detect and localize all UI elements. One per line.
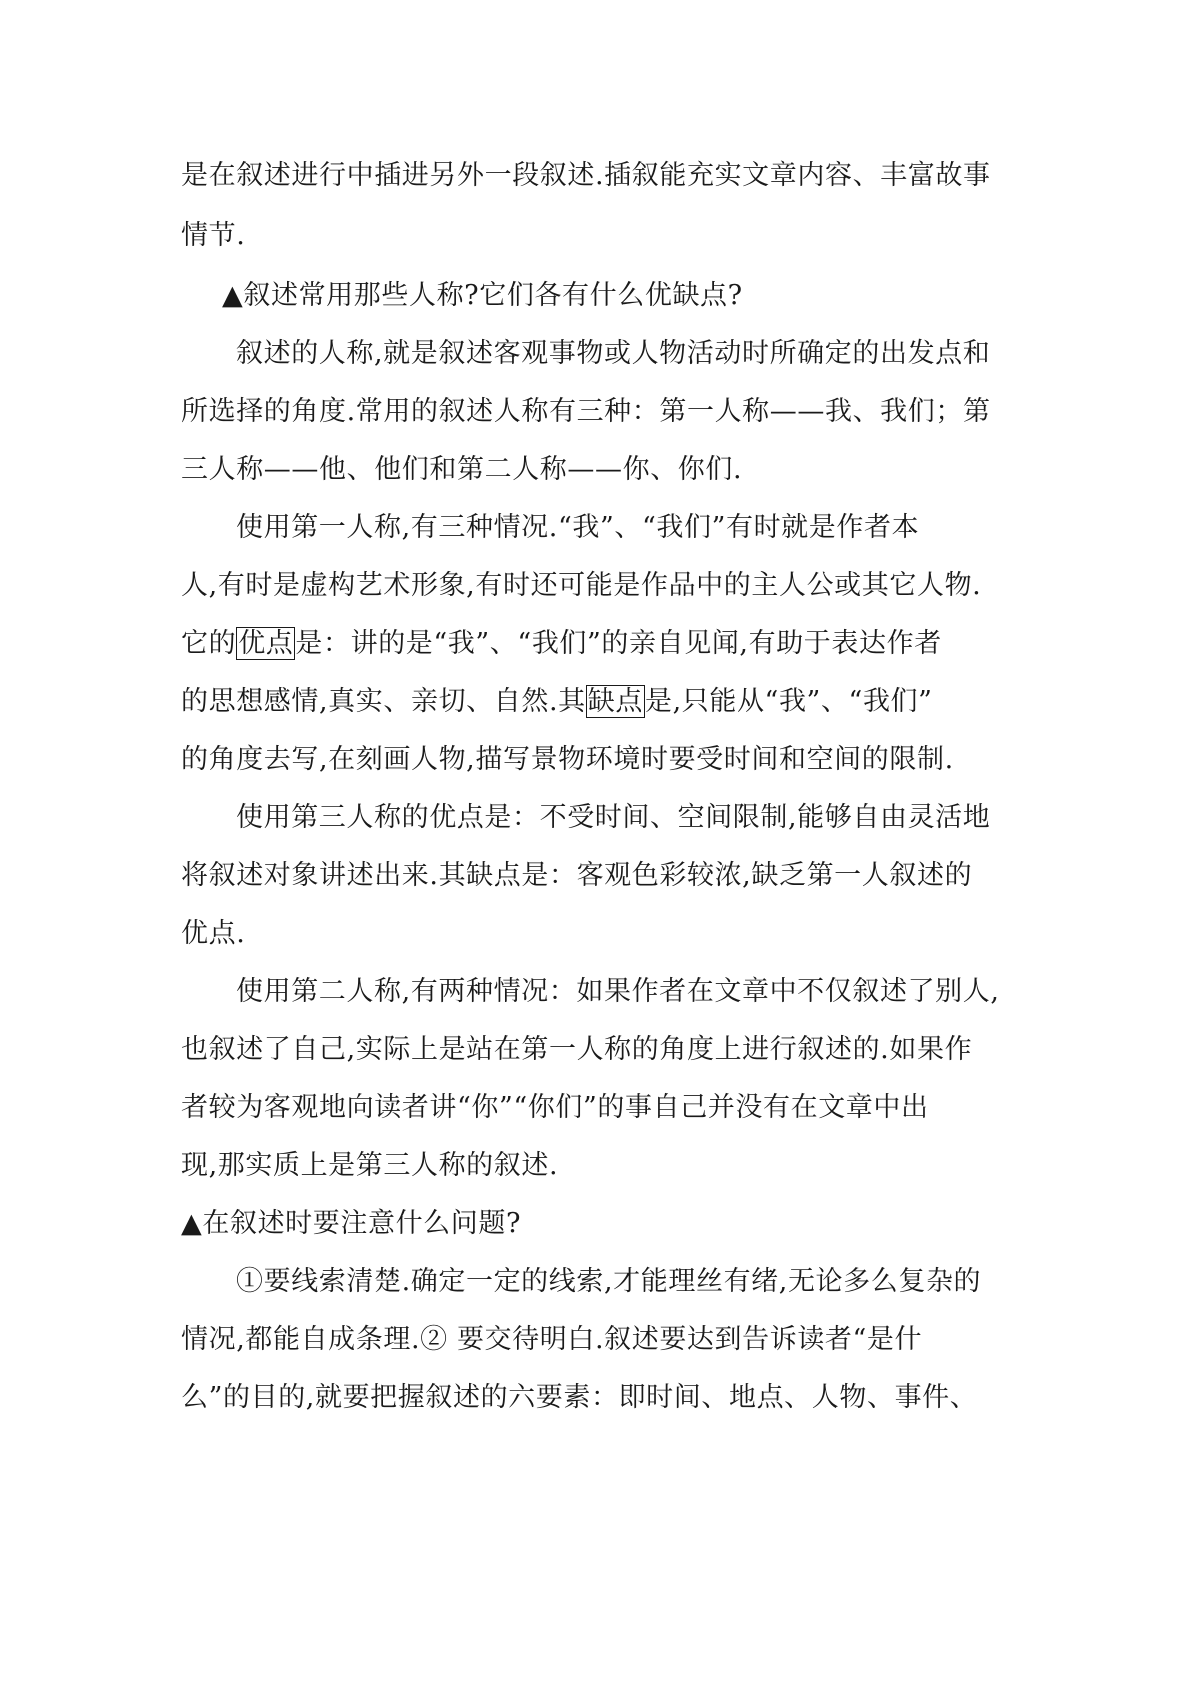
text-line-17: 者较为客观地向读者讲“你”“你们”的事自己并没有在文章中出 xyxy=(181,1092,929,1123)
section-heading-person: ▲叙述常用那些人称?它们各有什么优缺点? xyxy=(222,280,743,311)
text-line-2: 情节. xyxy=(181,220,246,251)
text-line-9-after: 是：讲的是“我”、“我们”的亲自见闻,有助于表达作者 xyxy=(295,628,942,659)
boxed-word-disadvantage: 缺点 xyxy=(587,686,643,717)
text-line-21: 情况,都能自成条理.② 要交待明白.叙述要达到告诉读者“是什 xyxy=(181,1324,923,1355)
text-line-22: 么”的目的,就要把握叙述的六要素：即时间、地点、人物、事件、 xyxy=(181,1382,978,1413)
text-line-12: 使用第三人称的优点是：不受时间、空间限制,能够自由灵活地 xyxy=(236,802,991,833)
text-line-15: 使用第二人称,有两种情况：如果作者在文章中不仅叙述了别人, xyxy=(236,976,1000,1007)
text-line-4: 叙述的人称,就是叙述客观事物或人物活动时所确定的出发点和 xyxy=(236,338,991,369)
text-line-14: 优点. xyxy=(181,918,246,949)
text-line-8: 人,有时是虚构艺术形象,有时还可能是作品中的主人公或其它人物. xyxy=(181,570,982,601)
boxed-word-advantage: 优点 xyxy=(238,628,294,659)
section-heading-notes: ▲在叙述时要注意什么问题? xyxy=(181,1208,522,1239)
text-line-18: 现,那实质上是第三人称的叙述. xyxy=(181,1150,559,1181)
text-line-10-before: 的思想感情,真实、亲切、自然.其 xyxy=(181,686,586,717)
text-line-7: 使用第一人称,有三种情况.“我”、“我们”有时就是作者本 xyxy=(236,512,920,543)
text-line-10 xyxy=(181,684,933,720)
text-line-16: 也叙述了自己,实际上是站在第一人称的角度上进行叙述的.如果作 xyxy=(181,1034,973,1065)
text-line-13: 将叙述对象讲述出来.其缺点是：客观色彩较浓,缺乏第一人叙述的 xyxy=(181,860,973,891)
text-line-20: ①要线索清楚.确定一定的线索,才能理丝有绪,无论多么复杂的 xyxy=(236,1266,982,1297)
text-line-10-after: 是,只能从“我”、“我们” xyxy=(644,686,933,717)
text-line-9 xyxy=(181,626,942,662)
text-line-6: 三人称——他、他们和第二人称——你、你们. xyxy=(181,454,743,485)
text-line-1: 是在叙述进行中插进另外一段叙述.插叙能充实文章内容、丰富故事 xyxy=(181,160,991,191)
text-line-5: 所选择的角度.常用的叙述人称有三种：第一人称——我、我们；第 xyxy=(181,396,991,427)
text-line-9-before: 它的 xyxy=(181,628,237,659)
text-line-11: 的角度去写,在刻画人物,描写景物环境时要受时间和空间的限制. xyxy=(181,744,954,775)
